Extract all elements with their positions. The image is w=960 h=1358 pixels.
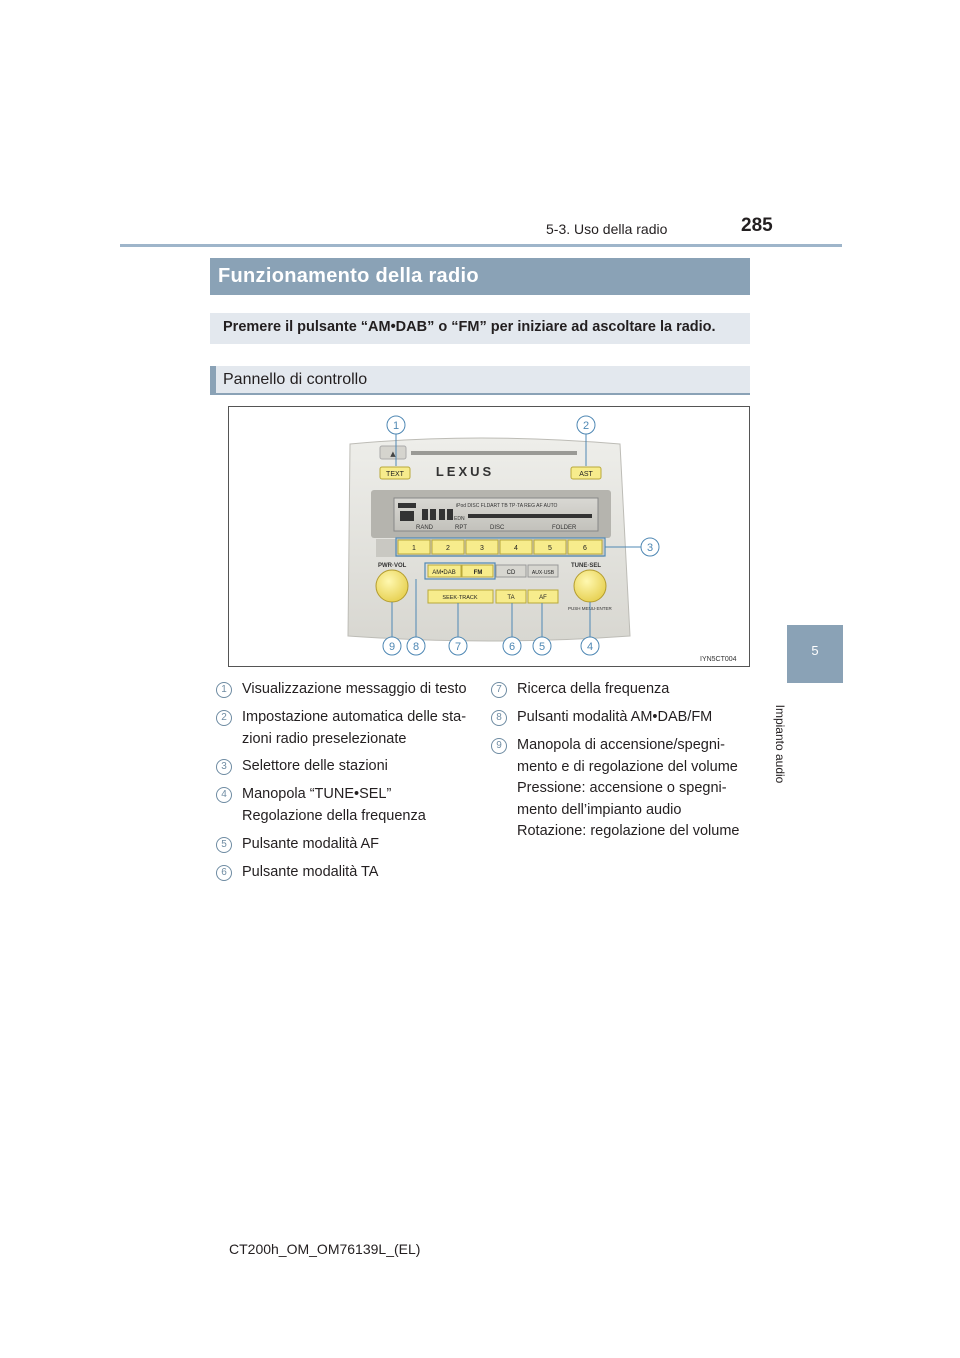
legend-line: Visualizzazione messaggio di testo: [242, 681, 467, 697]
footer-code: CT200h_OM_OM76139L_(EL): [229, 1241, 421, 1257]
legend-number: 9: [491, 738, 507, 754]
seek-track-label: SEEK·TRACK: [442, 595, 478, 601]
legend-text: [242, 707, 478, 750]
title-bar: [210, 258, 750, 295]
legend-line: Rotazione: regolazione del volume: [517, 823, 740, 839]
subheading-rule: [210, 393, 750, 395]
push-menu-label: PUSH MENU·ENTER: [568, 606, 612, 611]
legend-line: Pulsante modalità TA: [242, 864, 379, 880]
legend-number: 7: [491, 682, 507, 698]
lcd-rpt: RPT: [455, 525, 467, 531]
legend-line: Selettore delle stazioni: [242, 758, 388, 774]
lcd-bar: [468, 514, 592, 518]
lcd-edn: EDN: [454, 516, 465, 522]
callout-1: 1: [392, 420, 400, 432]
svg-text:▲: ▲: [390, 450, 396, 458]
brand-logo: LEXUS: [435, 464, 495, 479]
legend-text: [242, 834, 478, 856]
callout-4: 4: [586, 641, 594, 653]
callout-3: 3: [646, 542, 654, 554]
lcd-indicator: [398, 503, 416, 508]
legend-line: Regolazione della frequenza: [242, 807, 426, 824]
figure-code: IYN5CT004: [700, 656, 737, 663]
intro-text: Premere il pulsante “AM•DAB” o “FM” per iniziare ad ascoltare la radio.: [223, 319, 716, 335]
legend-text: [242, 784, 478, 827]
control-panel-illustration: [228, 406, 750, 667]
pwr-vol-knob: [376, 570, 408, 602]
legend-text: [517, 735, 753, 843]
callout-9: 9: [388, 641, 396, 653]
legend-number: 8: [491, 710, 507, 726]
lcd-disc: DISC: [490, 525, 505, 531]
callout-7: 7: [454, 641, 462, 653]
text-button-label: TEXT: [386, 471, 404, 478]
legend-text: [242, 679, 478, 701]
lcd-rand: RAND: [416, 525, 434, 531]
legend-text: [517, 707, 753, 729]
preset-1: 1: [412, 545, 416, 552]
chapter-label: Impianto audio: [773, 704, 787, 784]
ta-label: TA: [507, 595, 515, 601]
control-panel-figure: [228, 406, 750, 667]
preset-6: 6: [583, 545, 587, 552]
callout-8: 8: [412, 641, 420, 653]
legend-text: [517, 679, 753, 701]
legend-number: 5: [216, 837, 232, 853]
aux-label: AUX·USB: [531, 570, 555, 576]
cd-slot: [411, 451, 577, 455]
legend-line: Manopola di accensione/spegni-: [517, 737, 725, 753]
chapter-number: 5: [811, 643, 819, 658]
am-dab-label: AM•DAB: [432, 570, 456, 576]
ast-button-label: AST: [579, 471, 593, 478]
legend-line: Impostazione automatica delle sta-: [242, 709, 467, 725]
legend-number: 3: [216, 759, 232, 775]
page-title: Funzionamento della radio: [218, 265, 479, 287]
legend-line: Manopola “TUNE•SEL”: [242, 786, 392, 802]
subheading: Pannello di controllo: [223, 371, 368, 388]
cd-label: CD: [506, 570, 516, 576]
legend-text: [242, 756, 478, 778]
lcd-signal: [400, 511, 414, 521]
legend-line: Pulsante modalità AF: [242, 836, 380, 852]
legend-line: Pressione: accensione o spegni-: [517, 780, 727, 796]
preset-buttons: [398, 540, 602, 554]
fm-label: FM: [473, 570, 483, 576]
legend-line: Ricerca della frequenza: [517, 681, 670, 697]
preset-5: 5: [548, 545, 552, 552]
tune-sel-knob: [574, 570, 606, 602]
chapter-tab: [787, 625, 843, 683]
legend-number: 2: [216, 710, 232, 726]
legend-text: [242, 862, 478, 884]
legend-line: mento e di regolazione del volume: [517, 758, 738, 775]
preset-2: 2: [446, 545, 450, 552]
section-title: 5-3. Uso della radio: [546, 221, 668, 237]
preset-4: 4: [514, 545, 518, 552]
lcd-top-row: iPod DISC FLDART TB TP·TA REG AF AUTO: [456, 503, 558, 509]
callout-6: 6: [508, 641, 516, 653]
legend-number: 6: [216, 865, 232, 881]
header-rule: [120, 244, 842, 247]
legend-line: zioni radio preselezionate: [242, 730, 407, 747]
legend-line: mento dell’impianto audio: [517, 801, 682, 818]
tune-sel-label: TUNE·SEL: [571, 563, 601, 569]
subheading-accent: [210, 366, 216, 394]
intro-box: [210, 313, 750, 344]
lcd-folder: FOLDER: [552, 525, 577, 531]
page-number: 285: [741, 215, 773, 236]
chapter-label-wrap: [772, 690, 788, 800]
legend-number: 4: [216, 787, 232, 803]
callout-2: 2: [582, 420, 590, 432]
legend-number: 1: [216, 682, 232, 698]
callout-5: 5: [538, 641, 546, 653]
legend-line: Pulsanti modalità AM•DAB/FM: [517, 709, 713, 725]
preset-3: 3: [480, 545, 484, 552]
pwr-vol-label: PWR·VOL: [378, 563, 407, 569]
af-label: AF: [539, 595, 547, 601]
subheading-bar: [210, 366, 750, 394]
